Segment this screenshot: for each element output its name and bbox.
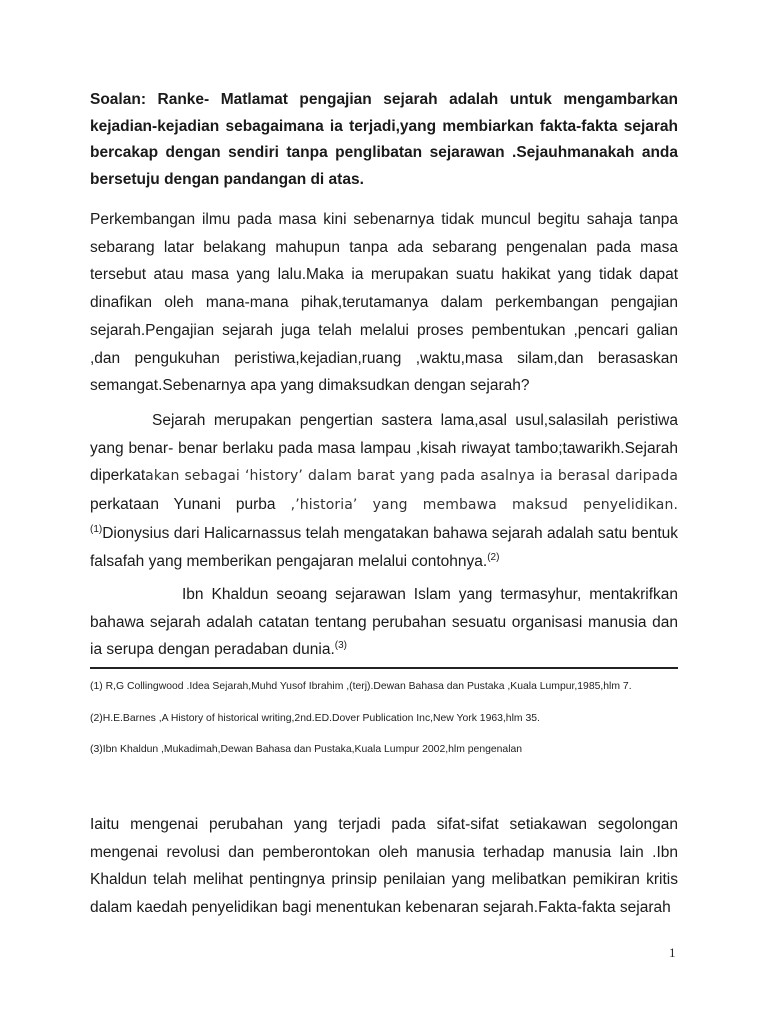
paragraph-ibn-khaldun-text: Ibn Khaldun seoang sejarawan Islam yang termasyhur, mentakrifkan bahawa sejarah adalah catatan tentang perubahan sesuatu organisasi manusia dan ia serupa dengan peradaban dunia. <box>90 586 678 659</box>
footnote-2: (2)H.E.Barnes ,A History of historical writing,2nd.ED.Dover Publication Inc,New York 1963,hlm 35. <box>90 713 540 724</box>
citation-marker-2: (2) <box>487 551 500 563</box>
citation-marker-1: (1) <box>90 523 103 535</box>
footnote-divider <box>90 667 678 669</box>
page-number: 1 <box>669 945 676 960</box>
paragraph-definition-part5: Dionysius dari Halicarnassus telah mengatakan bahawa sejarah adalah satu bentuk falsafah yang memberikan pengajaran melalui contohnya. <box>90 524 678 570</box>
essay-question: Soalan: Ranke- Matlamat pengajian sejarah adalah untuk mengambarkan kejadian-kejadian sebagaimana ia terjadi,yang membiarkan fakta-fakta sejarah bercakap dengan sendiri tanpa penglibatan sejarawan .Sejauhmanakah anda bersetuju dengan pandangan di atas. <box>90 91 678 188</box>
paragraph-definition-part3: perkataan Yunani purba <box>90 496 276 514</box>
paragraph-continuation: Iaitu mengenai perubahan yang terjadi pada sifat-sifat setiakawan segolongan mengenai revolusi dan pemberontokan oleh manusia terhadap manusia lain .Ibn Khaldun telah melihat pentingnya prinsip penilaian yang melibatkan pemikiran kritis dalam kaedah penyelidikan bagi menentukan kebenaran sejarah.Fakta-fakta sejarah <box>90 816 678 917</box>
paragraph-definition-part1: Sejarah merupakan pengertian sastera lama,asal usul,salasilah peristiwa yang benar- benar berlaku pada masa lampau ,kisah riwayat tambo;tawarikh.Sejarah diperkat <box>90 412 678 485</box>
paragraph-definition-part2: akan sebagai ‘history’ dalam barat yang pada asalnya ia berasal daripada <box>145 468 678 485</box>
paragraph-definition <box>90 407 678 575</box>
paragraph-introduction: Perkembangan ilmu pada masa kini sebenarnya tidak muncul begitu sahaja tanpa sebarang latar belakang mahupun tanpa ada sebarang pengenalan pada masa tersebut atau masa yang lalu.Maka ia merupakan suatu hakikat yang tidak dapat dinafikan oleh mana-mana pihak,terutamanya dalam perkembangan pengajian sejarah.Pengajian sejarah juga telah melalui proses pembentukan ,pencari galian ,dan pengukuhan peristiwa,kejadian,ruang ,waktu,masa silam,dan berasaskan semangat.Sebenarnya apa yang dimaksudkan dengan sejarah? <box>90 211 678 395</box>
footnote-3: (3)Ibn Khaldun ,Mukadimah,Dewan Bahasa dan Pustaka,Kuala Lumpur 2002,hlm pengenalan <box>90 744 523 755</box>
paragraph-ibn-khaldun <box>90 581 678 664</box>
footnote-1: (1) R,G Collingwood .Idea Sejarah,Muhd Yusof Ibrahim ,(terj).Dewan Bahasa dan Pustaka ,Kuala Lumpur,1985,hlm 7. <box>90 681 632 692</box>
citation-marker-3: (3) <box>334 640 347 652</box>
paragraph-definition-part4: ,’historia’ yang membawa maksud penyelidikan. <box>275 497 678 514</box>
